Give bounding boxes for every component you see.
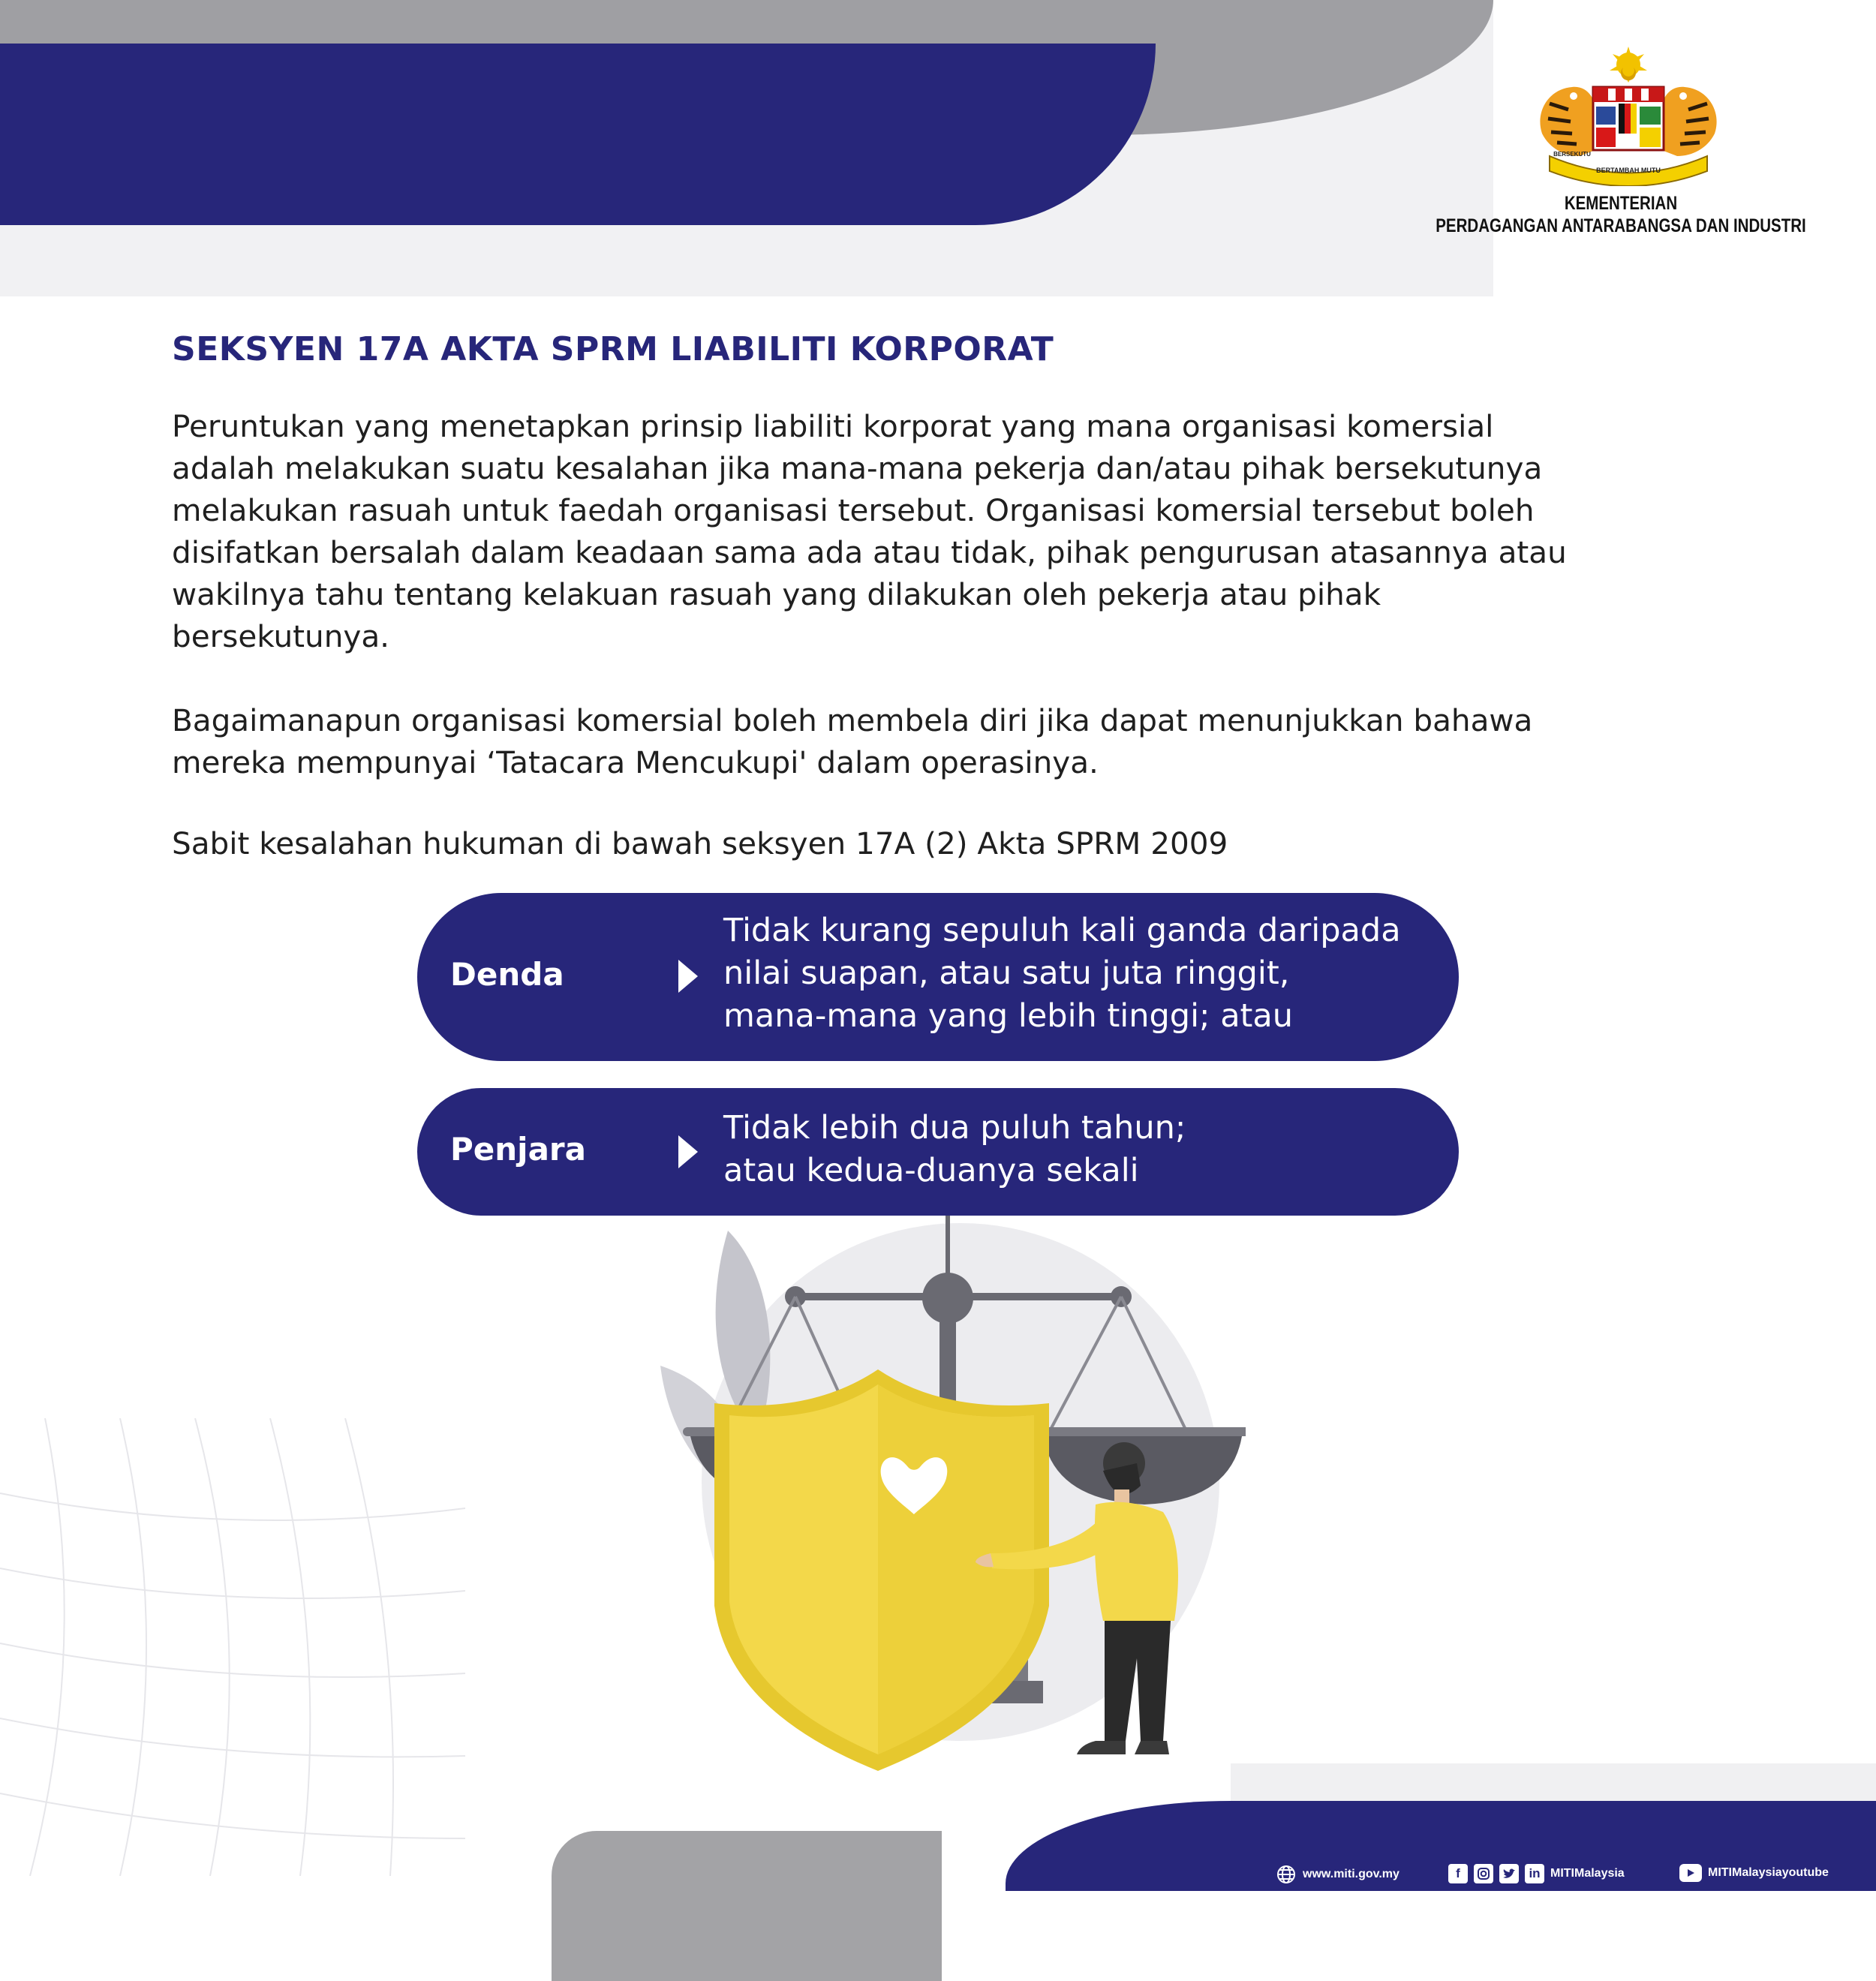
youtube-icon[interactable] bbox=[1679, 1864, 1702, 1882]
penalty-prison-card bbox=[417, 1088, 1459, 1216]
penalty-line: nilai suapan, atau satu juta ringgit, bbox=[723, 954, 1290, 992]
penalty-description bbox=[723, 1107, 1186, 1192]
ministry-name-line1: KEMENTERIAN bbox=[1564, 193, 1678, 214]
social-handle[interactable]: MITIMalaysia bbox=[1550, 1867, 1625, 1880]
linkedin-icon[interactable]: in bbox=[1525, 1864, 1544, 1883]
website-link[interactable]: www.miti.gov.my bbox=[1303, 1868, 1399, 1880]
penalty-label: Denda bbox=[450, 956, 564, 993]
footer-gray-band bbox=[552, 1831, 942, 1981]
arrow-right-icon bbox=[678, 1135, 698, 1168]
penalty-description bbox=[723, 909, 1401, 1038]
paragraph-line: melakukan rasuah untuk faedah organisasi tersebut. Organisasi komersial tersebut boleh bbox=[172, 492, 1535, 528]
page-title: SEKSYEN 17A AKTA SPRM LIABILITI KORPORAT bbox=[172, 330, 1054, 368]
instagram-icon[interactable] bbox=[1474, 1864, 1493, 1883]
svg-text:BERTAMBAH MUTU: BERTAMBAH MUTU bbox=[1596, 167, 1661, 174]
facebook-icon[interactable]: f bbox=[1448, 1864, 1468, 1883]
penalty-line: mana-mana yang lebih tinggi; atau bbox=[723, 997, 1294, 1035]
paragraph-line: Peruntukan yang menetapkan prinsip liabiliti korporat yang mana organisasi komersial bbox=[172, 408, 1494, 444]
penalty-line: Tidak lebih dua puluh tahun; bbox=[723, 1109, 1186, 1147]
globe-icon bbox=[1276, 1864, 1297, 1885]
paragraph-conviction: Sabit kesalahan hukuman di bawah seksyen 17A (2) Akta SPRM 2009 bbox=[172, 825, 1228, 861]
ministry-name-line2: PERDAGANGAN ANTARABANGSA DAN INDUSTRI bbox=[1436, 215, 1806, 236]
grid-decoration bbox=[0, 1418, 465, 1876]
svg-text:BERSEKUTU: BERSEKUTU bbox=[1553, 151, 1591, 158]
penalty-fine-card bbox=[417, 893, 1459, 1061]
youtube-handle[interactable]: MITIMalaysiayoutube bbox=[1708, 1866, 1829, 1879]
justice-shield-illustration bbox=[645, 1216, 1246, 1801]
paragraph-line: wakilnya tahu tentang kelakuan rasuah yang dilakukan oleh pekerja atau pihak bbox=[172, 576, 1381, 612]
paragraph-line: mereka mempunyai ‘Tatacara Mencukupi' dalam operasinya. bbox=[172, 744, 1099, 780]
footer-website[interactable] bbox=[1276, 1864, 1399, 1885]
arrow-right-icon bbox=[678, 960, 698, 993]
ministry-name bbox=[1424, 192, 1818, 237]
paragraph-line: bersekutunya. bbox=[172, 618, 390, 654]
header-navy-band bbox=[0, 44, 1156, 225]
paragraph-line: disifatkan bersalah dalam keadaan sama ada atau tidak, pihak pengurusan atasannya atau bbox=[172, 534, 1567, 570]
crest-icon bbox=[1527, 44, 1730, 186]
twitter-icon[interactable] bbox=[1499, 1864, 1519, 1883]
penalty-label: Penjara bbox=[450, 1131, 586, 1168]
penalty-line: atau kedua-duanya sekali bbox=[723, 1152, 1139, 1189]
footer-youtube[interactable] bbox=[1679, 1864, 1829, 1882]
penalty-line: Tidak kurang sepuluh kali ganda daripada bbox=[723, 912, 1401, 949]
paragraph-line: Bagaimanapun organisasi komersial boleh membela diri jika dapat menunjukkan bahawa bbox=[172, 702, 1533, 738]
footer-social bbox=[1448, 1864, 1625, 1883]
paragraph-liability bbox=[172, 405, 1718, 657]
paragraph-line: adalah melakukan suatu kesalahan jika mana-mana pekerja dan/atau pihak bersekutunya bbox=[172, 450, 1543, 486]
paragraph-defence bbox=[172, 699, 1718, 783]
